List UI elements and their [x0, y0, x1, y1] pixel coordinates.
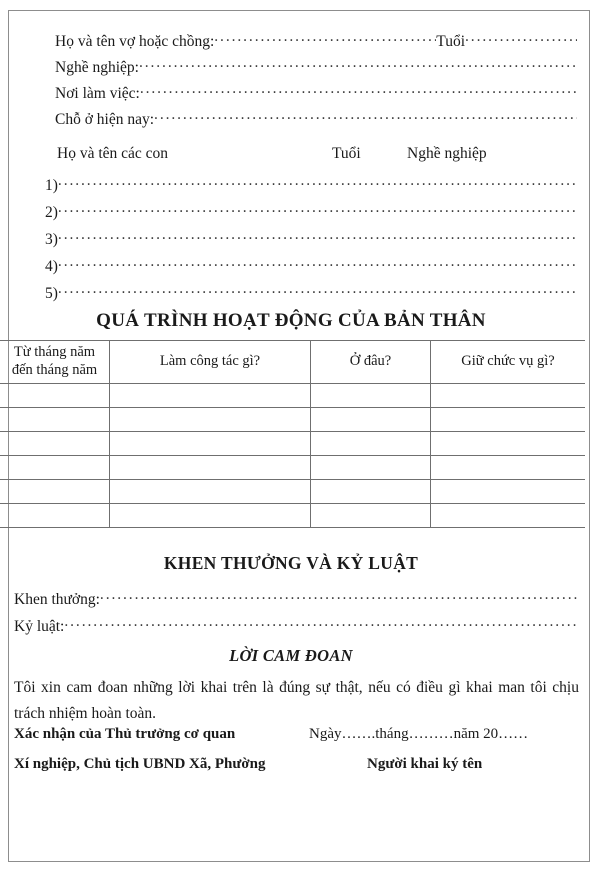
field-label-spouse-name: Họ và tên vợ hoặc chồng:: [55, 32, 215, 50]
list-item[interactable]: [45, 255, 577, 282]
section-title-reward-discipline: KHEN THƯỞNG VÀ KỶ LUẬT: [163, 553, 419, 573]
dotted-leader-spouse-name: [214, 30, 436, 46]
cell-work[interactable]: [110, 456, 311, 480]
spouse-information-block: [55, 30, 577, 134]
signature-date-line[interactable]: Ngày…….tháng………năm 20……: [309, 726, 529, 742]
list-item[interactable]: [45, 282, 577, 309]
reward-discipline-block: [14, 588, 577, 642]
dotted-leader-child-1: [58, 174, 577, 190]
children-list: [45, 174, 577, 309]
cell-role[interactable]: [431, 504, 586, 528]
cell-role[interactable]: [431, 432, 586, 456]
dotted-leader-reward: [100, 588, 577, 604]
table-header-row: [0, 341, 585, 384]
pledge-body-text: Tôi xin cam đoan những lời khai trên là đúng sự thật, nếu có điều gì khai man tôi chịu trách nhiệm hoàn toàn.: [14, 679, 579, 722]
cell-work[interactable]: [110, 480, 311, 504]
signature-row-top: [14, 726, 579, 756]
list-item[interactable]: [45, 228, 577, 255]
column-header-role: Giữ chức vụ gì?: [431, 341, 586, 384]
table-row[interactable]: [0, 456, 585, 480]
cell-work[interactable]: [110, 384, 311, 408]
dotted-leader-child-5: [58, 282, 577, 298]
cell-period[interactable]: [0, 504, 110, 528]
signature-block: [14, 726, 579, 786]
field-label-workplace: Nơi làm việc:: [55, 84, 140, 102]
column-header-where: Ở đâu?: [311, 341, 431, 384]
children-row-number: 1): [45, 176, 58, 194]
cell-period[interactable]: [0, 432, 110, 456]
dotted-leader-child-3: [58, 228, 577, 244]
column-header-period: [0, 341, 110, 384]
children-row-number: 2): [45, 203, 58, 221]
cell-where[interactable]: [311, 456, 431, 480]
activity-table-body: [0, 384, 585, 528]
table-row[interactable]: [0, 432, 585, 456]
cell-where[interactable]: [311, 408, 431, 432]
cell-where[interactable]: [311, 504, 431, 528]
signature-confirm-authority-line1: Xác nhận của Thủ trưởng cơ quan: [14, 726, 236, 742]
dotted-leader-workplace: [140, 82, 577, 98]
field-occupation[interactable]: [55, 56, 577, 82]
dotted-leader-spouse-age: [465, 30, 577, 46]
dotted-leader-child-4: [58, 255, 577, 271]
table-row[interactable]: [0, 504, 585, 528]
cell-role[interactable]: [431, 456, 586, 480]
children-row-number: 4): [45, 257, 58, 275]
cell-period[interactable]: [0, 456, 110, 480]
cell-work[interactable]: [110, 504, 311, 528]
children-header-age: Tuổi: [332, 145, 361, 162]
signature-declarant-label: Người khai ký tên: [367, 756, 483, 772]
field-reward[interactable]: [14, 588, 577, 615]
column-header-work: Làm công tác gì?: [110, 341, 311, 384]
cell-where[interactable]: [311, 480, 431, 504]
field-label-reward: Khen thưởng:: [14, 590, 100, 608]
activity-history-table: [0, 340, 585, 528]
table-row[interactable]: [0, 480, 585, 504]
cell-role[interactable]: [431, 480, 586, 504]
field-workplace[interactable]: [55, 82, 577, 108]
table-row[interactable]: [0, 384, 585, 408]
dotted-leader-child-2: [58, 201, 577, 217]
dotted-leader-occupation: [139, 56, 577, 72]
column-header-period-line2: đến tháng năm: [11, 362, 98, 378]
section-title-pledge: LỜI CAM ĐOAN: [229, 646, 353, 665]
children-row-number: 3): [45, 230, 58, 248]
cell-work[interactable]: [110, 432, 311, 456]
column-header-period-line1: Từ tháng năm: [13, 344, 96, 361]
field-label-current-address: Chỗ ở hiện nay:: [55, 110, 155, 128]
section-title-activity-history: QUÁ TRÌNH HOẠT ĐỘNG CỦA BẢN THÂN: [96, 310, 486, 331]
field-label-discipline: Kỷ luật:: [14, 617, 65, 635]
children-row-number: 5): [45, 284, 58, 302]
cell-period[interactable]: [0, 480, 110, 504]
cell-where[interactable]: [311, 432, 431, 456]
cell-where[interactable]: [311, 384, 431, 408]
cell-role[interactable]: [431, 384, 586, 408]
list-item[interactable]: [45, 201, 577, 228]
list-item[interactable]: [45, 174, 577, 201]
activity-table-head: [0, 341, 585, 384]
field-label-spouse-age: Tuổi: [436, 32, 466, 50]
field-label-occupation: Nghề nghiệp:: [55, 58, 139, 76]
cell-work[interactable]: [110, 408, 311, 432]
cell-period[interactable]: [0, 408, 110, 432]
signature-row-bottom: [14, 756, 579, 786]
dotted-leader-discipline: [64, 615, 577, 631]
children-column-headers: [0, 145, 582, 167]
children-header-name: Họ và tên các con: [57, 145, 169, 162]
children-header-occupation: Nghề nghiệp: [407, 145, 487, 162]
cell-role[interactable]: [431, 408, 586, 432]
dotted-leader-current-address: [154, 108, 577, 124]
field-discipline[interactable]: [14, 615, 577, 642]
signature-confirm-authority-line2: Xí nghiệp, Chủ tịch UBND Xã, Phường: [14, 756, 266, 772]
field-spouse-name[interactable]: [55, 30, 577, 56]
field-current-address[interactable]: [55, 108, 577, 134]
table-row[interactable]: [0, 408, 585, 432]
cell-period[interactable]: [0, 384, 110, 408]
